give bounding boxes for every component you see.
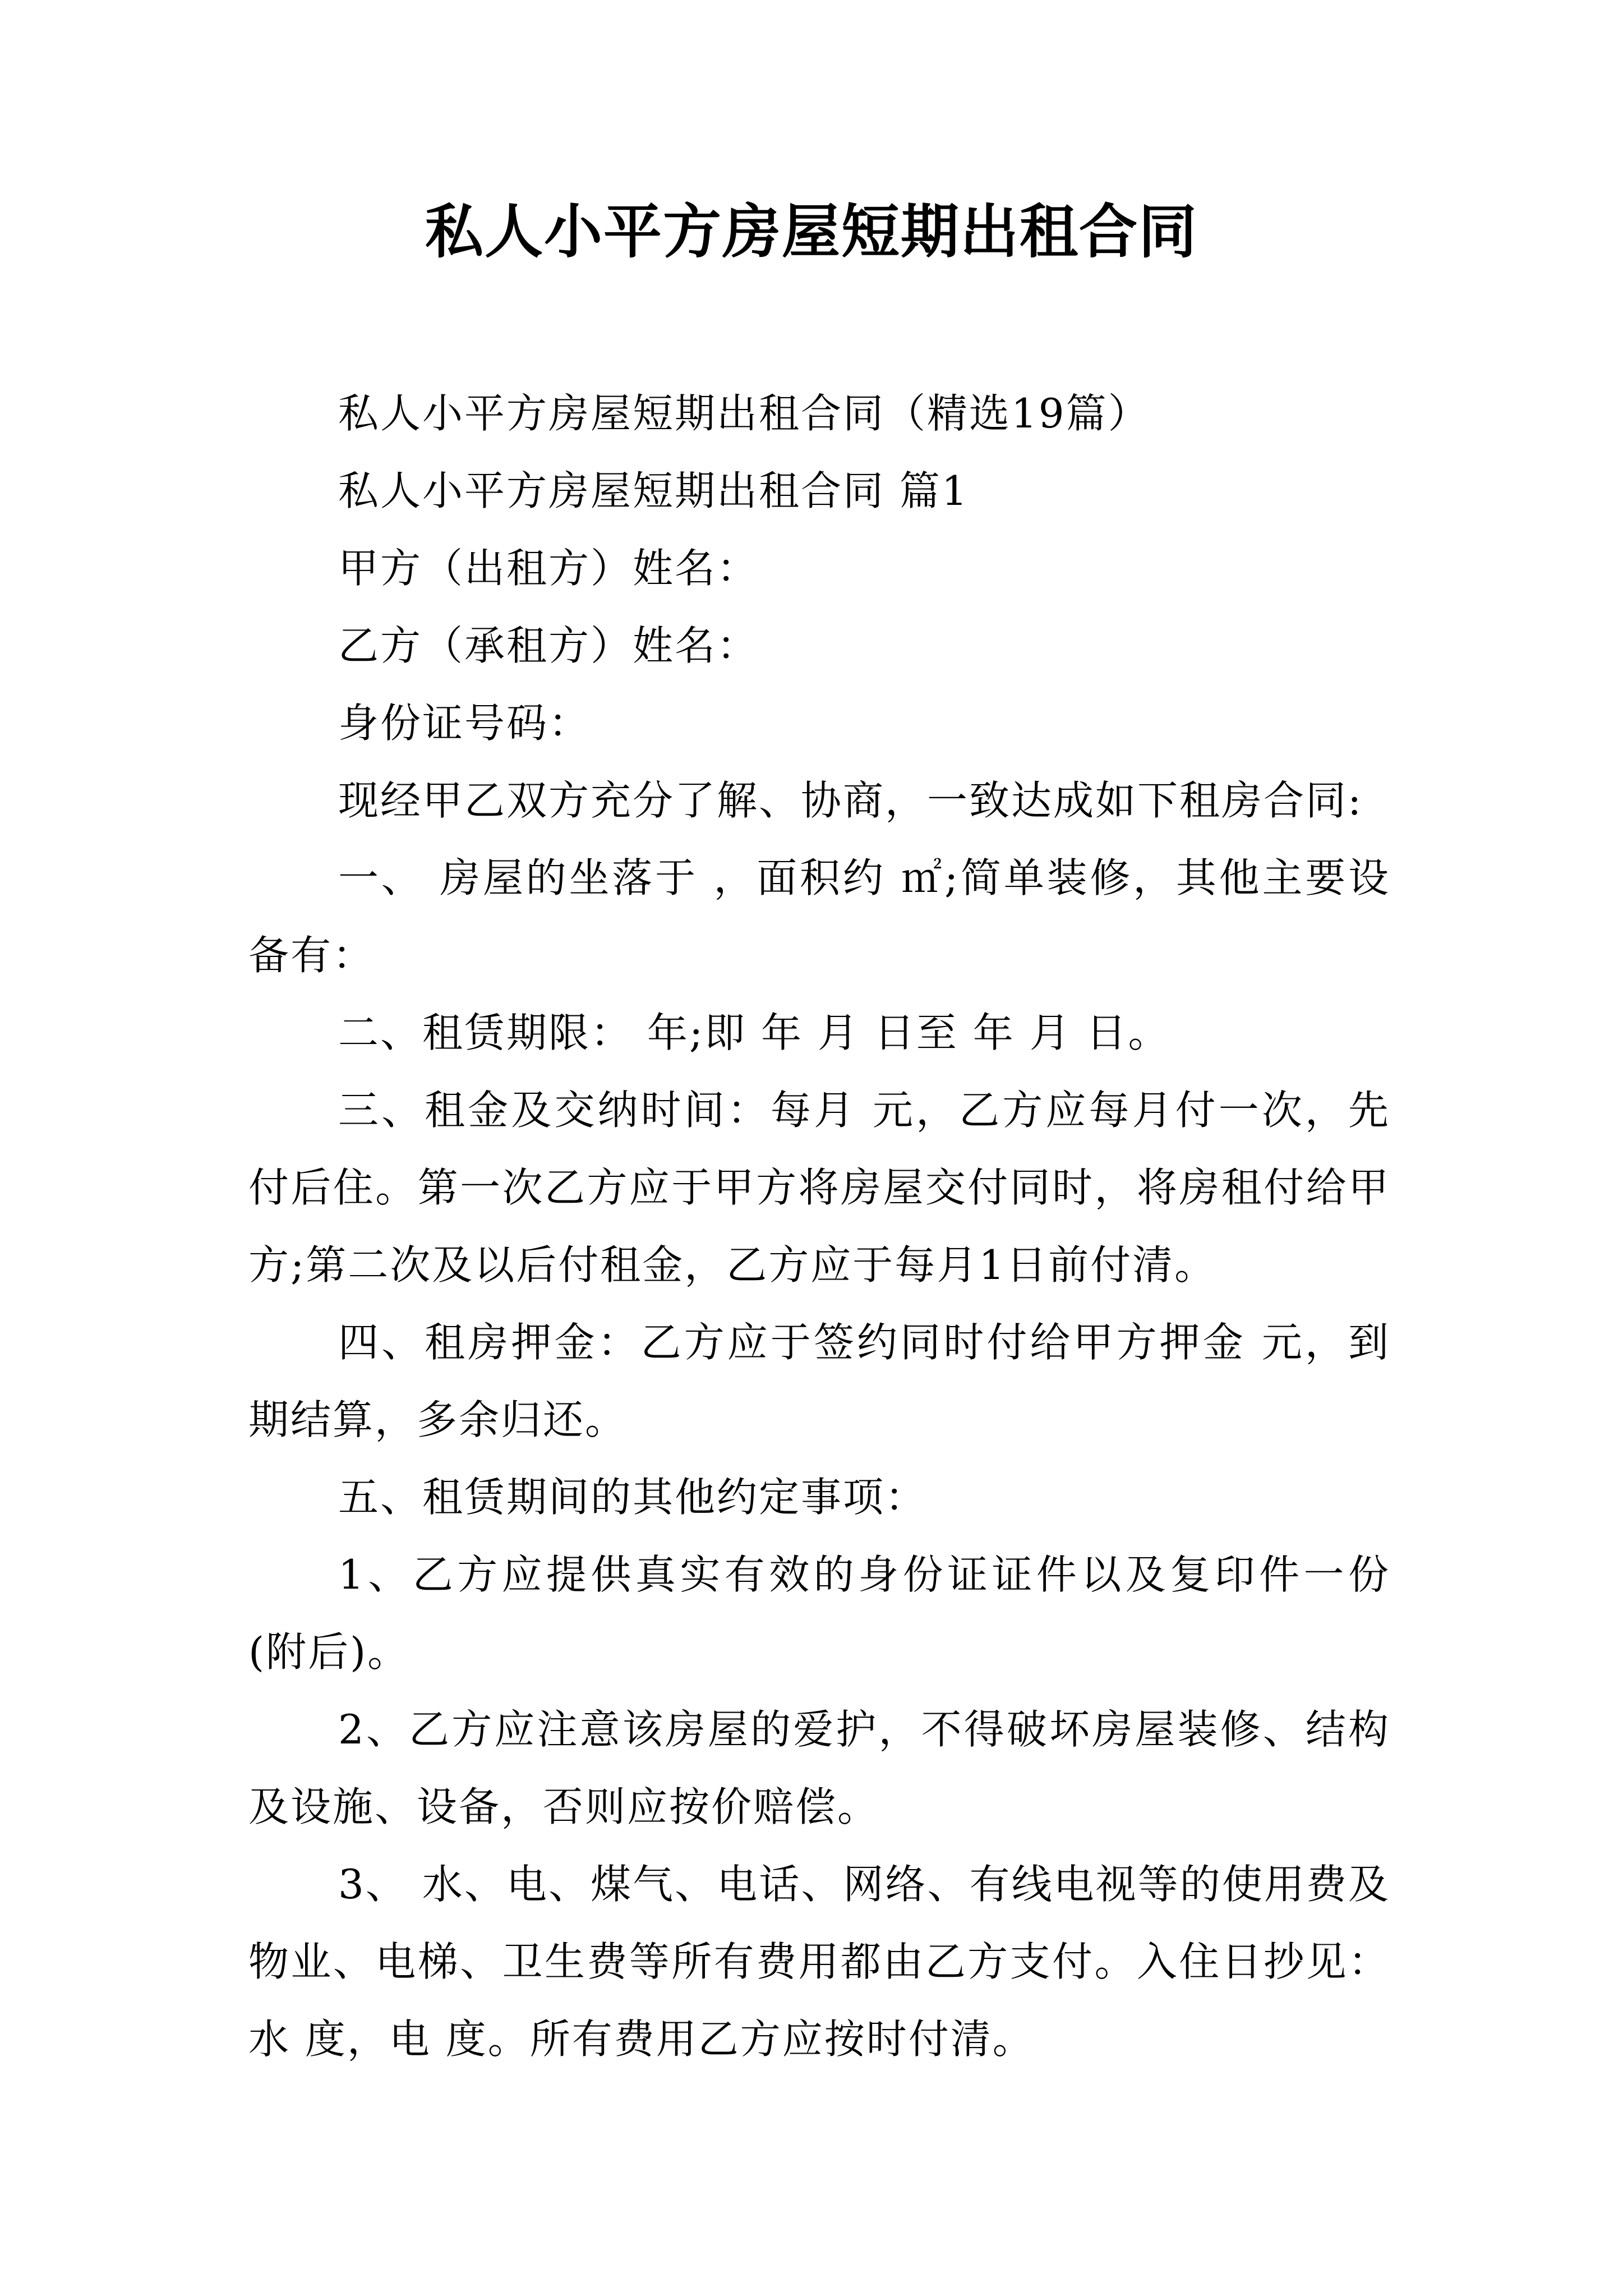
paragraph: 3、 水、电、煤气、电话、网络、有线电视等的使用费及物业、电梯、卫生费等所有费用都由乙方支付。入住日抄见：水 度，电 度。所有费用乙方应按时付清。 [248, 1861, 1390, 2063]
paragraph: 私人小平方房屋短期出租合同（精选19篇） [338, 390, 1150, 437]
paragraph: 现经甲乙双方充分了解、协商，一致达成如下租房合同: [338, 777, 1363, 824]
paragraph: 一、 房屋的坐落于 ，面积约 ㎡;简单装修，其他主要设备有： [248, 854, 1390, 979]
document-body [248, 375, 1390, 2078]
paragraph: 二、租赁期限： 年;即 年 月 日至 年 月 日。 [338, 1009, 1170, 1056]
paragraph: 乙方（承租方）姓名： [338, 622, 759, 669]
document-title: 私人小平方房屋短期出租合同 [425, 197, 1198, 266]
paragraph: 四、租房押金：乙方应于签约同时付给甲方押金 元，到期结算，多余归还。 [248, 1319, 1390, 1443]
paragraph: 私人小平方房屋短期出租合同 篇1 [338, 467, 969, 514]
paragraph: 1、乙方应提供真实有效的身份证证件以及复印件一份(附后)。 [248, 1551, 1390, 1676]
paragraph: 甲方（出租方）姓名： [338, 545, 759, 592]
paragraph: 三、租金及交纳时间：每月 元，乙方应每月付一次，先付后住。第一次乙方应于甲方将房屋交付同时，将房租付给甲方;第二次及以后付租金，乙方应于每月1日前付清。 [248, 1087, 1390, 1289]
paragraph: 身份证号码： [338, 700, 591, 747]
paragraph: 2、乙方应注意该房屋的爱护，不得破坏房屋装修、结构及设施、设备，否则应按价赔偿。 [248, 1706, 1390, 1830]
paragraph: 五、租赁期间的其他约定事项： [338, 1474, 928, 1521]
